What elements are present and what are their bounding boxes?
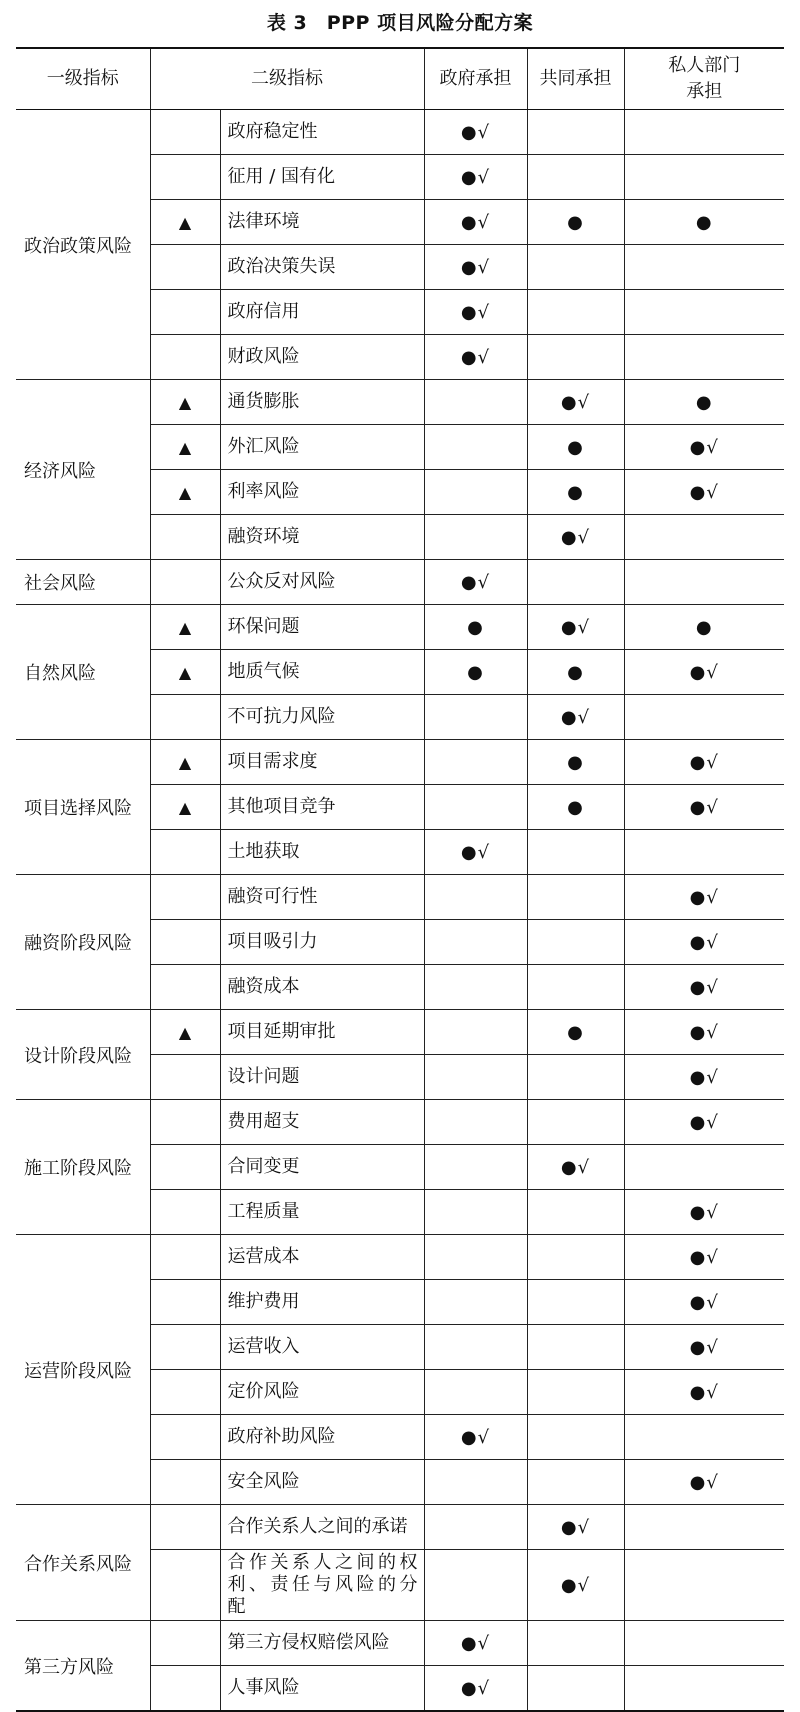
shared-cell: ●√ (527, 1505, 624, 1550)
key-indicator-mark: ▲ (150, 740, 220, 785)
gov-cell (424, 380, 527, 425)
private-cell: ●√ (624, 1280, 784, 1325)
header-private-line1: 私人部门 (668, 55, 741, 76)
private-cell: ● (624, 200, 784, 245)
shared-cell (527, 1280, 624, 1325)
sub-indicator-label: 运营成本 (220, 1235, 424, 1280)
shared-cell (527, 1460, 624, 1505)
private-cell (624, 245, 784, 290)
private-cell: ●√ (624, 1460, 784, 1505)
sub-indicator-label: 第三方侵权赔偿风险 (220, 1621, 424, 1666)
sub-indicator-label: 其他项目竞争 (220, 785, 424, 830)
gov-cell (424, 470, 527, 515)
private-cell (624, 1666, 784, 1712)
category-label: 政治政策风险 (16, 110, 150, 380)
key-indicator-mark (150, 695, 220, 740)
shared-cell: ● (527, 470, 624, 515)
key-indicator-mark (150, 1190, 220, 1235)
shared-cell: ●√ (527, 1550, 624, 1621)
sub-indicator-label: 外汇风险 (220, 425, 424, 470)
key-indicator-mark (150, 1460, 220, 1505)
key-indicator-mark (150, 965, 220, 1010)
private-cell (624, 695, 784, 740)
key-indicator-mark (150, 1235, 220, 1280)
gov-cell (424, 425, 527, 470)
table-row (16, 605, 784, 650)
sub-indicator-label: 融资环境 (220, 515, 424, 560)
gov-cell (424, 785, 527, 830)
shared-cell (527, 1666, 624, 1712)
category-label: 社会风险 (16, 560, 150, 605)
gov-cell (424, 740, 527, 785)
table-row (16, 1100, 784, 1145)
key-indicator-mark (150, 560, 220, 605)
private-cell: ●√ (624, 875, 784, 920)
sub-indicator-label: 项目需求度 (220, 740, 424, 785)
shared-cell (527, 1415, 624, 1460)
sub-indicator-label: 公众反对风险 (220, 560, 424, 605)
table-row (16, 560, 784, 605)
private-cell (624, 1145, 784, 1190)
private-cell (624, 1621, 784, 1666)
key-indicator-mark (150, 245, 220, 290)
sub-indicator-label: 设计问题 (220, 1055, 424, 1100)
private-cell: ●√ (624, 965, 784, 1010)
shared-cell (527, 1370, 624, 1415)
table-row (16, 380, 784, 425)
key-indicator-mark (150, 335, 220, 380)
private-cell: ●√ (624, 1325, 784, 1370)
shared-cell (527, 1621, 624, 1666)
shared-cell (527, 110, 624, 155)
key-indicator-mark: ▲ (150, 605, 220, 650)
gov-cell (424, 1010, 527, 1055)
key-indicator-mark: ▲ (150, 785, 220, 830)
key-indicator-mark (150, 875, 220, 920)
shared-cell (527, 965, 624, 1010)
shared-cell: ●√ (527, 605, 624, 650)
key-indicator-mark: ▲ (150, 200, 220, 245)
gov-cell: ●√ (424, 335, 527, 380)
key-indicator-mark (150, 110, 220, 155)
private-cell: ●√ (624, 1235, 784, 1280)
key-indicator-mark: ▲ (150, 470, 220, 515)
shared-cell: ● (527, 200, 624, 245)
private-cell: ●√ (624, 425, 784, 470)
sub-indicator-label: 合同变更 (220, 1145, 424, 1190)
sub-indicator-label: 征用 / 国有化 (220, 155, 424, 200)
sub-indicator-label: 定价风险 (220, 1370, 424, 1415)
sub-indicator-label: 项目延期审批 (220, 1010, 424, 1055)
gov-cell (424, 1325, 527, 1370)
gov-cell: ●√ (424, 1415, 527, 1460)
private-cell: ●√ (624, 920, 784, 965)
shared-cell: ●√ (527, 380, 624, 425)
sub-indicator-label: 环保问题 (220, 605, 424, 650)
private-cell: ● (624, 605, 784, 650)
category-label: 经济风险 (16, 380, 150, 560)
shared-cell (527, 1235, 624, 1280)
shared-cell (527, 155, 624, 200)
header-shared: 共同承担 (527, 48, 624, 110)
table-row (16, 875, 784, 920)
shared-cell (527, 335, 624, 380)
gov-cell (424, 515, 527, 560)
category-label: 合作关系风险 (16, 1505, 150, 1621)
gov-cell: ●√ (424, 830, 527, 875)
category-label: 运营阶段风险 (16, 1235, 150, 1505)
sub-indicator-label: 安全风险 (220, 1460, 424, 1505)
private-cell: ●√ (624, 785, 784, 830)
gov-cell (424, 1280, 527, 1325)
gov-cell (424, 920, 527, 965)
key-indicator-mark (150, 1550, 220, 1621)
shared-cell (527, 245, 624, 290)
key-indicator-mark: ▲ (150, 650, 220, 695)
category-label: 施工阶段风险 (16, 1100, 150, 1235)
sub-indicator-label: 融资可行性 (220, 875, 424, 920)
shared-cell (527, 560, 624, 605)
risk-allocation-table (16, 47, 784, 1712)
key-indicator-mark (150, 515, 220, 560)
gov-cell (424, 965, 527, 1010)
key-indicator-mark: ▲ (150, 380, 220, 425)
sub-indicator-label: 合作关系人之间的权利、责任与风险的分配 (220, 1550, 424, 1621)
category-label: 第三方风险 (16, 1621, 150, 1712)
sub-indicator-label: 费用超支 (220, 1100, 424, 1145)
gov-cell (424, 1550, 527, 1621)
shared-cell: ●√ (527, 1145, 624, 1190)
category-label: 融资阶段风险 (16, 875, 150, 1010)
key-indicator-mark (150, 830, 220, 875)
gov-cell: ●√ (424, 1621, 527, 1666)
shared-cell: ● (527, 650, 624, 695)
shared-cell: ●√ (527, 695, 624, 740)
table-row (16, 1505, 784, 1550)
header-private (624, 48, 784, 110)
key-indicator-mark (150, 1280, 220, 1325)
sub-indicator-label: 人事风险 (220, 1666, 424, 1712)
shared-cell: ● (527, 740, 624, 785)
key-indicator-mark (150, 1100, 220, 1145)
private-cell: ●√ (624, 1055, 784, 1100)
gov-cell (424, 1190, 527, 1235)
table-row (16, 1621, 784, 1666)
private-cell: ●√ (624, 1370, 784, 1415)
key-indicator-mark: ▲ (150, 425, 220, 470)
sub-indicator-label: 不可抗力风险 (220, 695, 424, 740)
private-cell: ●√ (624, 740, 784, 785)
shared-cell (527, 290, 624, 335)
header-row (16, 48, 784, 110)
key-indicator-mark (150, 1370, 220, 1415)
sub-indicator-label: 运营收入 (220, 1325, 424, 1370)
gov-cell (424, 1145, 527, 1190)
table-title: 表 3 PPP 项目风险分配方案 (266, 12, 534, 34)
category-label: 自然风险 (16, 605, 150, 740)
shared-cell (527, 1325, 624, 1370)
table-row (16, 1010, 784, 1055)
key-indicator-mark (150, 290, 220, 335)
gov-cell (424, 1235, 527, 1280)
gov-cell (424, 695, 527, 740)
gov-cell: ●√ (424, 560, 527, 605)
table-row (16, 110, 784, 155)
shared-cell (527, 875, 624, 920)
private-cell (624, 290, 784, 335)
key-indicator-mark (150, 1145, 220, 1190)
sub-indicator-label: 政府信用 (220, 290, 424, 335)
private-cell (624, 1415, 784, 1460)
private-cell (624, 560, 784, 605)
key-indicator-mark (150, 155, 220, 200)
shared-cell (527, 920, 624, 965)
key-indicator-mark: ▲ (150, 1010, 220, 1055)
sub-indicator-label: 通货膨胀 (220, 380, 424, 425)
gov-cell (424, 1055, 527, 1100)
sub-indicator-label: 项目吸引力 (220, 920, 424, 965)
sub-indicator-label: 财政风险 (220, 335, 424, 380)
private-cell (624, 515, 784, 560)
gov-cell: ●√ (424, 245, 527, 290)
private-cell (624, 335, 784, 380)
private-cell (624, 1505, 784, 1550)
private-cell: ●√ (624, 650, 784, 695)
header-level2: 二级指标 (150, 48, 424, 110)
gov-cell: ●√ (424, 110, 527, 155)
shared-cell (527, 830, 624, 875)
table-row (16, 1235, 784, 1280)
sub-indicator-label: 土地获取 (220, 830, 424, 875)
shared-cell: ● (527, 785, 624, 830)
header-gov: 政府承担 (424, 48, 527, 110)
shared-cell (527, 1190, 624, 1235)
shared-cell: ● (527, 425, 624, 470)
key-indicator-mark (150, 1325, 220, 1370)
key-indicator-mark (150, 1621, 220, 1666)
category-label: 设计阶段风险 (16, 1010, 150, 1100)
sub-indicator-label: 工程质量 (220, 1190, 424, 1235)
shared-cell: ● (527, 1010, 624, 1055)
sub-indicator-label: 融资成本 (220, 965, 424, 1010)
gov-cell: ●√ (424, 290, 527, 335)
private-cell (624, 110, 784, 155)
key-indicator-mark (150, 1505, 220, 1550)
gov-cell (424, 875, 527, 920)
private-cell: ●√ (624, 1190, 784, 1235)
key-indicator-mark (150, 1666, 220, 1712)
private-cell (624, 1550, 784, 1621)
sub-indicator-label: 政治决策失误 (220, 245, 424, 290)
private-cell: ●√ (624, 470, 784, 515)
private-cell (624, 830, 784, 875)
key-indicator-mark (150, 920, 220, 965)
gov-cell (424, 1370, 527, 1415)
gov-cell: ●√ (424, 155, 527, 200)
key-indicator-mark (150, 1415, 220, 1460)
header-level1: 一级指标 (16, 48, 150, 110)
gov-cell: ● (424, 650, 527, 695)
sub-indicator-label: 法律环境 (220, 200, 424, 245)
sub-indicator-label: 政府稳定性 (220, 110, 424, 155)
private-cell: ●√ (624, 1100, 784, 1145)
private-cell (624, 155, 784, 200)
gov-cell (424, 1505, 527, 1550)
shared-cell: ●√ (527, 515, 624, 560)
shared-cell (527, 1100, 624, 1145)
category-label: 项目选择风险 (16, 740, 150, 875)
sub-indicator-label: 政府补助风险 (220, 1415, 424, 1460)
table-row (16, 740, 784, 785)
sub-indicator-label: 利率风险 (220, 470, 424, 515)
sub-indicator-label: 维护费用 (220, 1280, 424, 1325)
gov-cell: ●√ (424, 1666, 527, 1712)
private-cell: ●√ (624, 1010, 784, 1055)
sub-indicator-label: 地质气候 (220, 650, 424, 695)
gov-cell: ●√ (424, 200, 527, 245)
table-body (16, 110, 784, 1712)
gov-cell (424, 1100, 527, 1145)
shared-cell (527, 1055, 624, 1100)
private-cell: ● (624, 380, 784, 425)
gov-cell: ● (424, 605, 527, 650)
sub-indicator-label: 合作关系人之间的承诺 (220, 1505, 424, 1550)
key-indicator-mark (150, 1055, 220, 1100)
gov-cell (424, 1460, 527, 1505)
header-private-line2: 承担 (686, 81, 723, 102)
